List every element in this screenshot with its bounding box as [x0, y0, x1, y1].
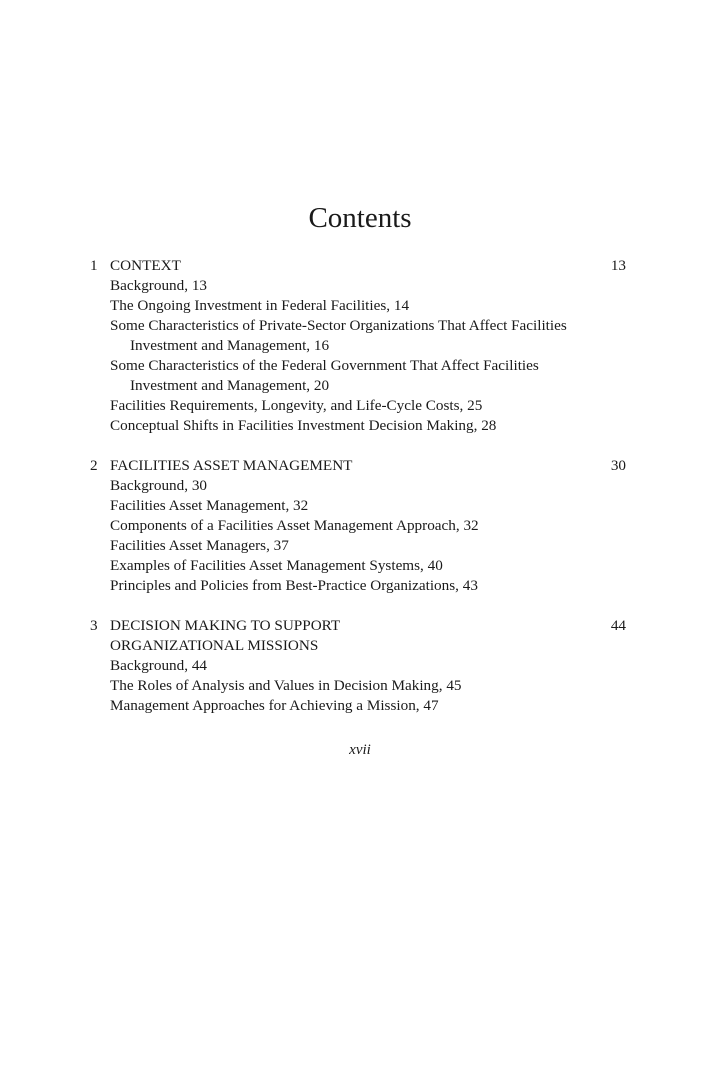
toc-entry: The Ongoing Investment in Federal Facilities, 14	[110, 297, 410, 314]
toc-entry: Management Approaches for Achieving a Mission, 47	[110, 697, 439, 714]
toc-entry: Background, 30	[110, 477, 208, 494]
toc-entry: Facilities Requirements, Longevity, and Life-Cycle Costs, 25	[110, 397, 483, 414]
toc-entry: Examples of Facilities Asset Management Systems, 40	[110, 557, 443, 574]
toc-entry: Components of a Facilities Asset Management Approach, 32	[110, 517, 479, 534]
chapter-title-line: FACILITIES ASSET MANAGEMENT	[110, 457, 353, 474]
toc-entry: Conceptual Shifts in Facilities Investment Decision Making, 28	[110, 417, 497, 434]
chapter-page-number: 44	[610, 617, 626, 634]
chapter-heading	[90, 456, 630, 476]
chapter-title-line: CONTEXT	[110, 257, 181, 274]
chapter-title-line: ORGANIZATIONAL MISSIONS	[110, 637, 319, 654]
toc-entry: Some Characteristics of Private-Sector Organizations That Affect Facilities Investment and Management, 16	[110, 317, 567, 354]
chapter-number: 2	[90, 457, 98, 474]
toc-entry: Some Characteristics of the Federal Government That Affect Facilities Investment and Management, 20	[110, 357, 539, 394]
chapter-page-number: 13	[610, 257, 626, 274]
toc-entry: Facilities Asset Managers, 37	[110, 537, 289, 554]
chapter-title	[110, 616, 550, 656]
chapter-3	[90, 616, 630, 716]
chapter-1	[90, 256, 630, 436]
chapter-number: 3	[90, 617, 98, 634]
table-of-contents	[90, 256, 630, 736]
page-folio: xvii	[349, 742, 371, 758]
chapter-title	[110, 456, 550, 476]
chapter-title	[110, 256, 550, 276]
toc-entry: Facilities Asset Management, 32	[110, 497, 309, 514]
toc-entry: The Roles of Analysis and Values in Decision Making, 45	[110, 677, 462, 694]
page-title: Contents	[308, 202, 412, 234]
chapter-page-number: 30	[610, 457, 626, 474]
toc-entry: Background, 13	[110, 277, 208, 294]
chapter-heading	[90, 616, 630, 656]
toc-entry: Principles and Policies from Best-Practice Organizations, 43	[110, 577, 478, 594]
toc-entry: Background, 44	[110, 657, 208, 674]
chapter-heading	[90, 256, 630, 276]
chapter-number: 1	[90, 257, 98, 274]
chapter-title-line: DECISION MAKING TO SUPPORT	[110, 617, 341, 634]
chapter-2	[90, 456, 630, 596]
